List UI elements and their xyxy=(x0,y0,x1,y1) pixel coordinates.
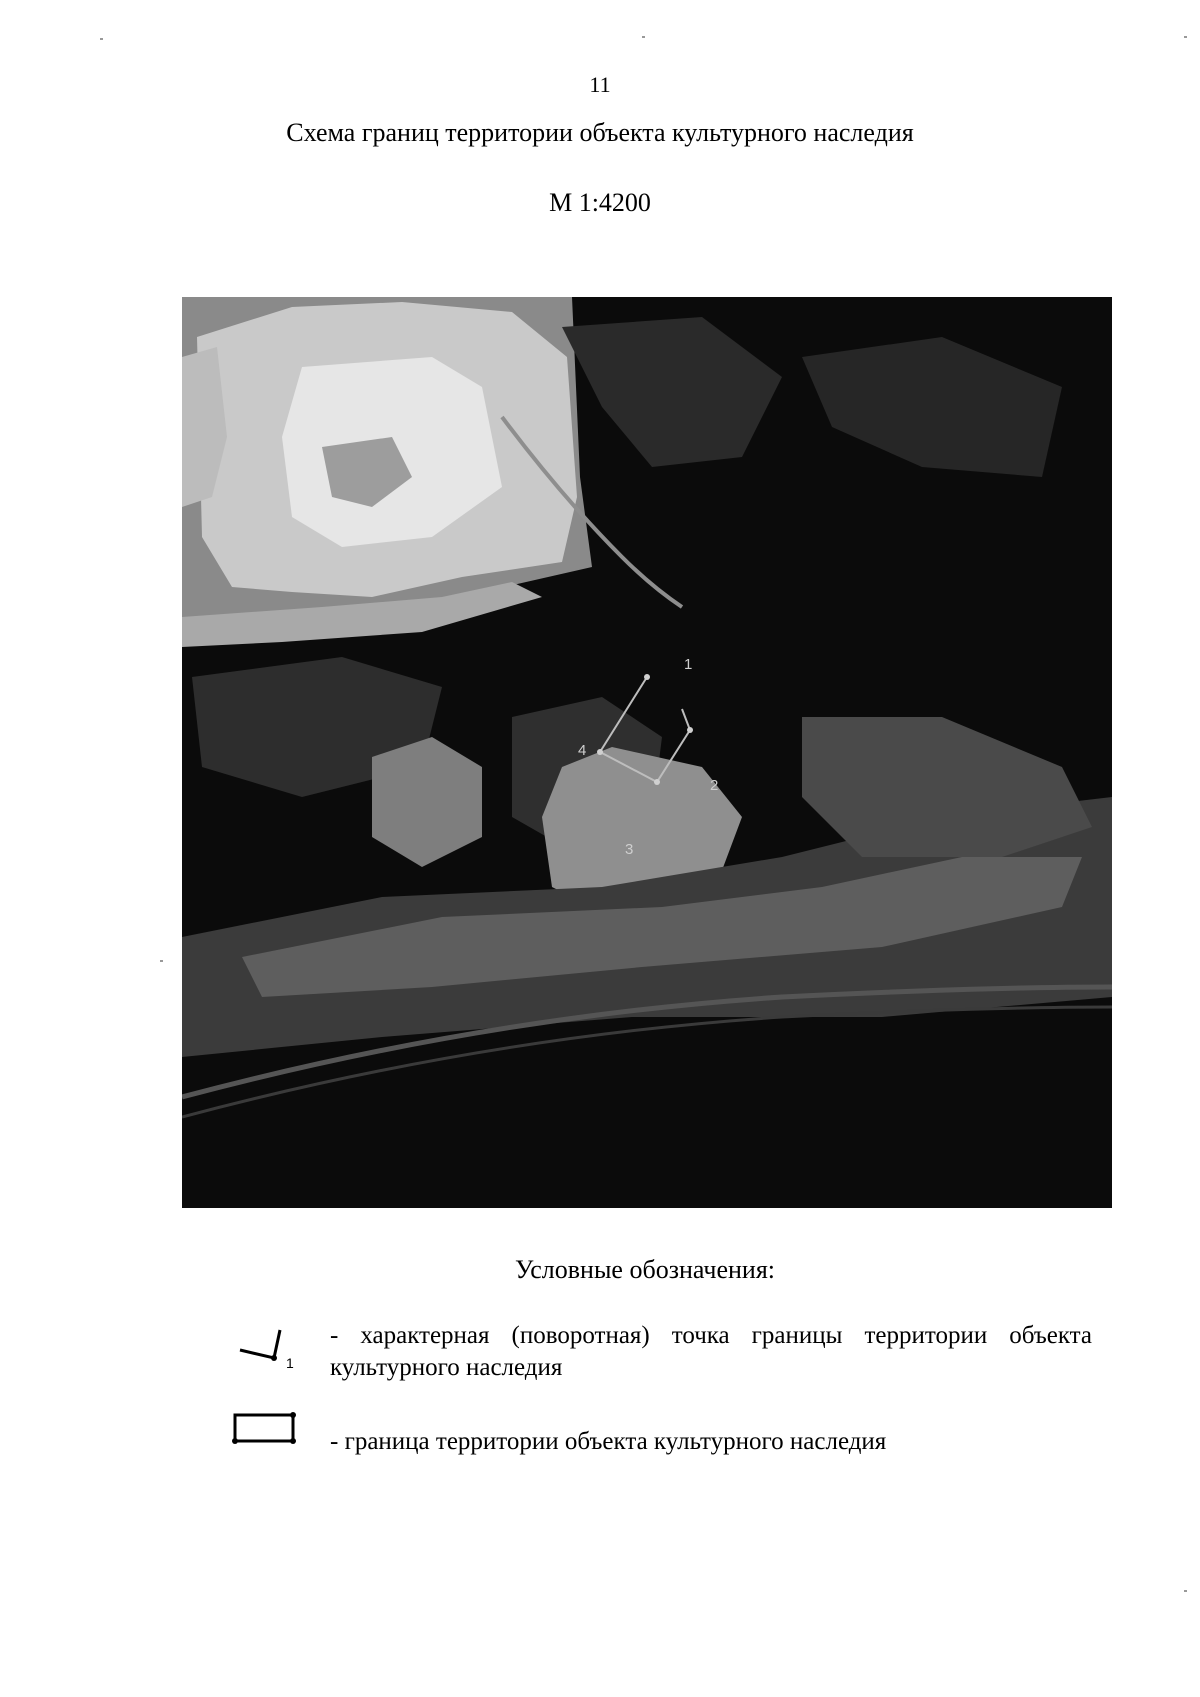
legend-item-text: - характерная (поворотная) точка границы территории объекта культурного наследия xyxy=(330,1322,1092,1381)
turning-point-symbol-label: 1 xyxy=(286,1355,294,1371)
aerial-map xyxy=(182,297,1112,1208)
turning-point-symbol xyxy=(232,1320,302,1376)
legend-item-turning-point xyxy=(232,1320,1092,1400)
boundary-symbol xyxy=(232,1410,302,1450)
page-title: Схема границ территории объекта культурного наследия xyxy=(286,118,914,147)
map-point-label: 1 xyxy=(684,656,693,673)
aerial-map-image xyxy=(182,297,1112,1208)
scan-speck xyxy=(642,36,645,38)
scan-speck xyxy=(100,38,103,40)
legend-title: Условные обозначения: xyxy=(514,1255,776,1284)
map-point-label: 3 xyxy=(625,841,634,858)
page-number: 11 xyxy=(589,72,611,97)
scan-speck xyxy=(160,960,163,962)
legend-item-text: - граница территории объекта культурного наследия xyxy=(330,1428,887,1455)
map-point-label: 4 xyxy=(578,742,587,759)
scan-speck xyxy=(1184,36,1187,38)
scan-speck xyxy=(1184,1590,1187,1592)
map-point-label: 2 xyxy=(710,777,719,794)
legend-item-boundary xyxy=(232,1410,1092,1470)
map-scale: М 1:4200 xyxy=(549,188,651,217)
